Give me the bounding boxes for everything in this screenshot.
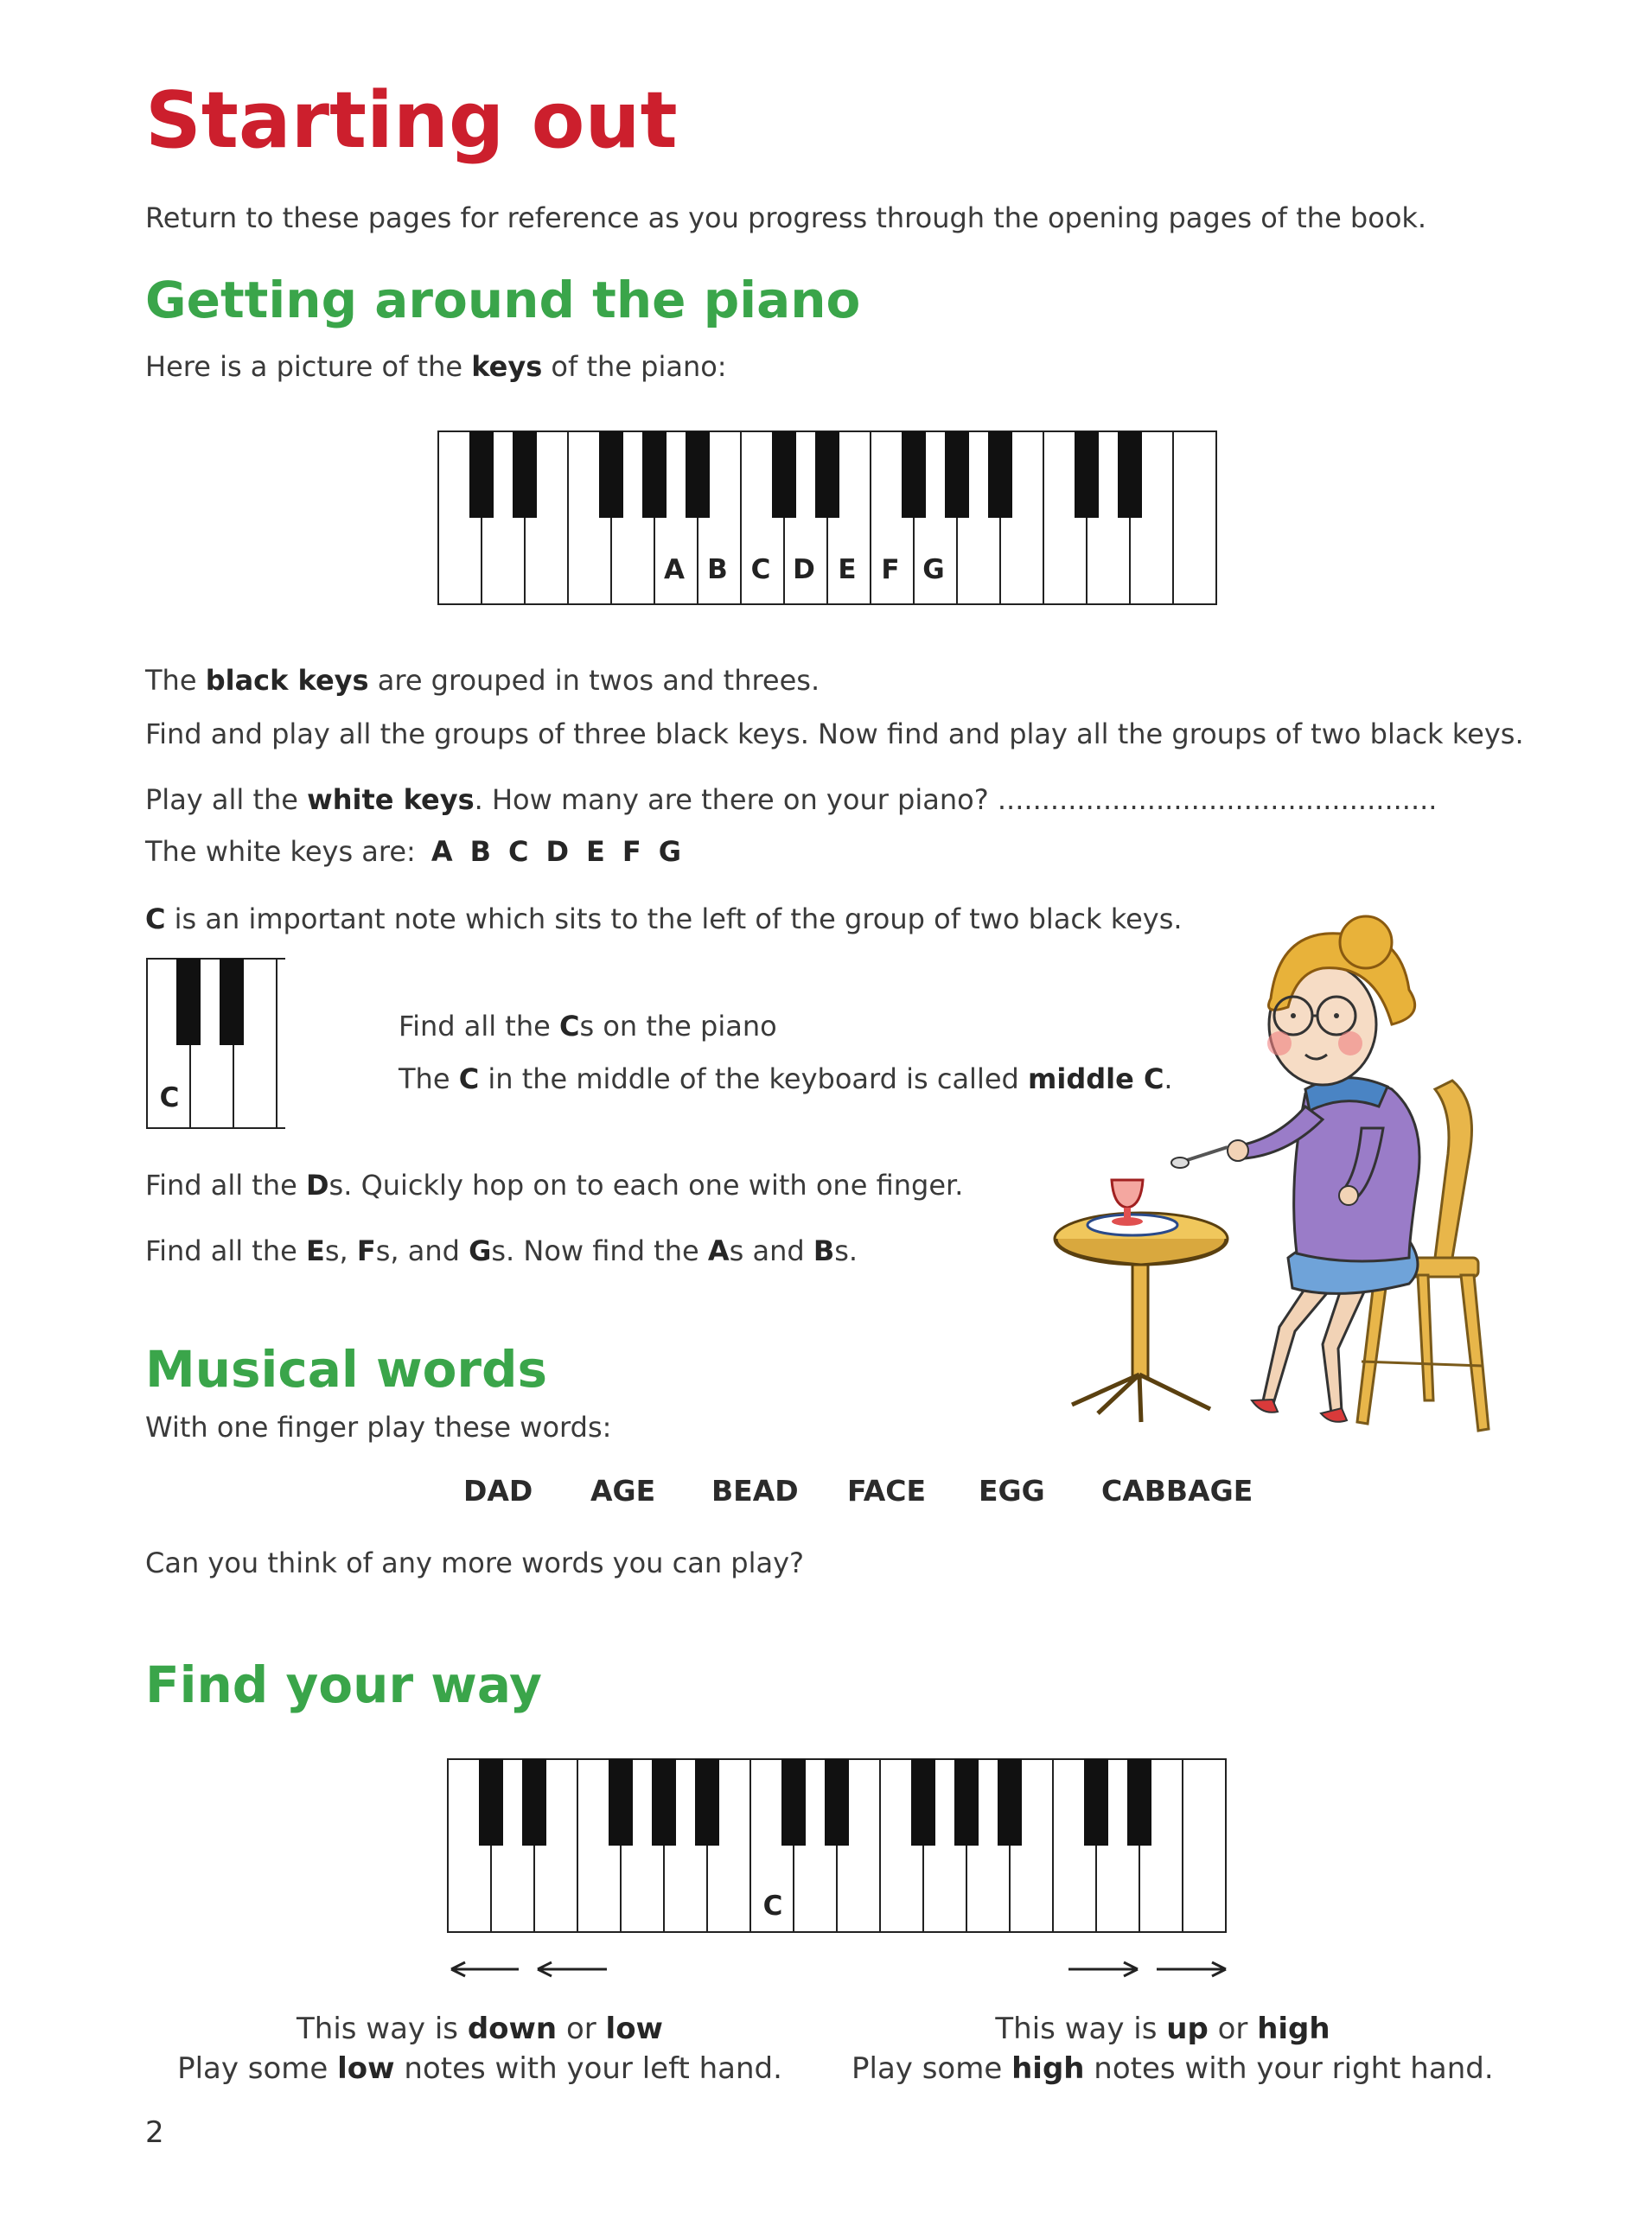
section-heading-getting-around: Getting around the piano: [145, 271, 861, 329]
direction-arrows: [446, 1952, 1241, 1987]
spoon-handle: [1184, 1147, 1228, 1161]
key-label-b: B: [707, 554, 728, 585]
black-key: [652, 1759, 676, 1846]
black-key: [954, 1759, 979, 1846]
white-keys-list: The white keys are: A B C D E F G: [145, 835, 682, 868]
key-label-c: C: [750, 554, 771, 585]
black-key: [599, 431, 623, 518]
musical-words-instruction: With one finger play these words:: [145, 1411, 612, 1444]
page-number: 2: [145, 2115, 164, 2150]
word-face: FACE: [847, 1474, 927, 1508]
black-key: [825, 1759, 849, 1846]
black-key: [469, 431, 494, 518]
spoon: [1171, 1158, 1189, 1168]
black-key: [815, 431, 839, 518]
page-title: Starting out: [145, 75, 678, 166]
high-caption: [852, 2010, 1494, 2089]
white-key: [1173, 431, 1216, 604]
black-key: [522, 1759, 546, 1846]
black-key: [695, 1759, 719, 1846]
word-cabbage: CABBAGE: [1101, 1474, 1253, 1508]
intro-text: Return to these pages for reference as you progress through the opening pages of the book.: [145, 201, 1427, 234]
piano-keyboard-diagram-1: [437, 430, 1223, 608]
small-key-label-c: C: [159, 1082, 180, 1113]
word-dad: DAD: [463, 1474, 533, 1508]
shoe-right: [1321, 1408, 1347, 1422]
high-caption-line1: This way is up or high: [995, 2012, 1330, 2046]
low-caption: [173, 2010, 787, 2089]
word-age: AGE: [590, 1474, 656, 1508]
black-key: [998, 1759, 1022, 1846]
black-key: [642, 431, 667, 518]
piano-keyboard-diagram-2: [446, 1757, 1233, 1936]
find-cs-text: Find all the Cs on the piano: [399, 1010, 777, 1043]
woman-eating-illustration: [1046, 895, 1530, 1457]
small-black-key-2: [220, 959, 244, 1045]
find-ds-text: Find all the Ds. Quickly hop on to each one with one finger.: [145, 1169, 964, 1202]
key-label-a: A: [664, 554, 685, 585]
cheek-right: [1338, 1031, 1362, 1055]
word-egg: EGG: [979, 1474, 1045, 1508]
high-caption-line2: Play some high notes with your right hand.: [852, 2050, 1494, 2086]
musical-words-list: [0, 1474, 1652, 1517]
black-key: [772, 431, 796, 518]
arrow-right-2: [1157, 1962, 1226, 1976]
find-efg-text: Find all the Es, Fs, and Gs. Now find the As and Bs.: [145, 1234, 858, 1267]
black-key: [1084, 1759, 1108, 1846]
black-key: [686, 431, 710, 518]
key-label-f: F: [881, 554, 900, 585]
section-heading-find-your-way: Find your way: [145, 1655, 542, 1714]
key-label-g: G: [922, 554, 945, 585]
shoe-left: [1252, 1400, 1278, 1413]
leg-back: [1262, 1275, 1331, 1406]
low-caption-line2: Play some low notes with your left hand.: [177, 2050, 782, 2086]
more-words-question: Can you think of any more words you can play?: [145, 1547, 805, 1579]
black-keys-text: The black keys are grouped in twos and threes.: [145, 664, 820, 697]
black-key: [781, 1759, 806, 1846]
black-key: [945, 431, 969, 518]
key-label-e: E: [838, 554, 857, 585]
word-bead: BEAD: [711, 1474, 799, 1508]
keys-intro: Here is a picture of the keys of the piano:: [145, 350, 727, 383]
arrow-right-1: [1068, 1962, 1138, 1976]
arrow-left-1: [451, 1962, 519, 1976]
black-key: [513, 431, 537, 518]
table: [1055, 1213, 1228, 1422]
hair-bun: [1340, 916, 1392, 968]
egg-cup: [1112, 1180, 1143, 1208]
black-key: [988, 431, 1012, 518]
white-keys-question: Play all the white keys. How many are there on your piano? ..................................................: [145, 783, 1438, 816]
black-key: [609, 1759, 633, 1846]
section-heading-musical-words: Musical words: [145, 1340, 548, 1399]
cheek-left: [1267, 1031, 1292, 1055]
white-key: [1183, 1759, 1226, 1932]
arrow-left-2: [538, 1962, 607, 1976]
c-note-text: C is an important note which sits to the left of the group of two black keys.: [145, 902, 1183, 935]
find-groups-text: Find and play all the groups of three black keys. Now find and play all the groups of two black keys.: [145, 717, 1524, 750]
black-key: [1075, 431, 1099, 518]
middle-c-text: The C in the middle of the keyboard is called middle C.: [399, 1062, 1173, 1095]
black-key: [1127, 1759, 1151, 1846]
key-label-d: D: [793, 554, 815, 585]
black-key: [911, 1759, 935, 1846]
black-key: [1118, 431, 1142, 518]
hand: [1228, 1140, 1248, 1161]
middle-c-label: C: [762, 1891, 783, 1922]
black-key: [902, 431, 926, 518]
black-key: [479, 1759, 503, 1846]
small-black-key-1: [176, 959, 201, 1045]
low-caption-line1: This way is down or low: [297, 2012, 663, 2046]
small-keyboard-diagram: [145, 957, 285, 1132]
